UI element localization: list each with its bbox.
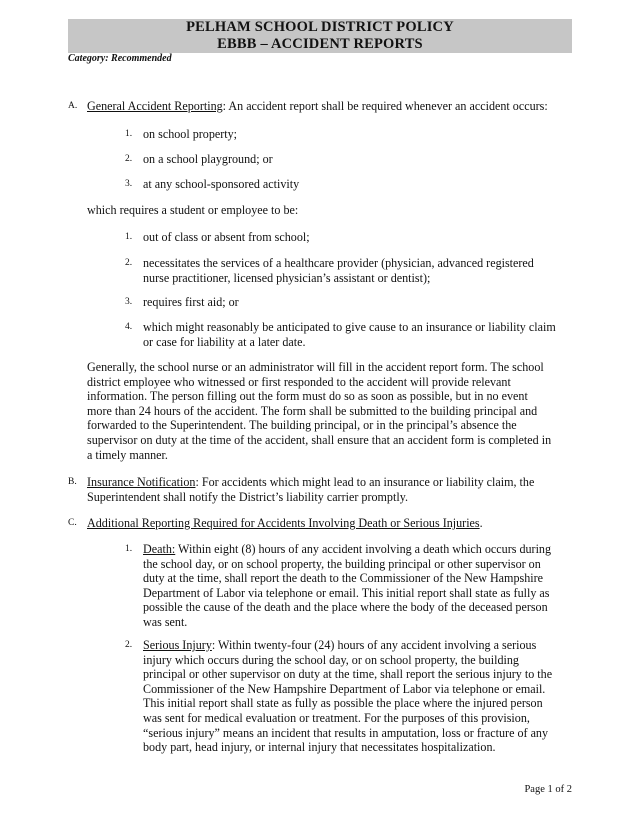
location-2-num: 2. [125,154,133,164]
section-b-heading: Insurance Notification [87,475,196,489]
policy-header [68,19,572,53]
injury-item-line: principal or other supervisor on duty at the time, shall report the serious injury to the [143,667,553,682]
injury-item-line: body part, head injury, or internal injury that necessitates hospitalization. [143,740,496,755]
condition-1-text: out of class or absent from school; [143,230,310,244]
condition-2-line: necessitates the services of a healthcare provider (physician, advanced registered [143,256,534,270]
condition-4-num: 4. [125,322,133,332]
section-c-heading: Additional Reporting Required for Accidents Involving Death or Serious Injuries [87,516,480,530]
death-item-line [143,542,551,557]
paragraph-line: forwarded to the Superintendent. The building principal, or in the principal’s absence the [87,418,517,433]
death-item-line: Department of Labor via telephone or email. This initial report shall state as fully as [143,585,550,600]
paragraph-line: information. The person filling out the form must do so as soon as possible, but in no event [87,389,528,404]
condition-4-line: which might reasonably be anticipated to give cause to an insurance or liability claim [143,320,556,334]
section-b-line: Superintendent shall notify the District’s liability carrier promptly. [87,489,408,504]
page-number: Page 1 of 2 [524,784,572,795]
location-3-text: at any school-sponsored activity [143,177,300,191]
paragraph-line: more than 24 hours of the accident. The form shall be submitted to the building principal and [87,403,538,418]
condition-4-line: or case for liability at a later date. [143,334,306,349]
condition-2-num: 2. [125,258,133,268]
location-1-num: 1. [125,129,133,139]
policy-code-title: EBBB – ACCIDENT REPORTS [217,36,423,52]
section-b-letter: B. [68,477,77,487]
policy-title: PELHAM SCHOOL DISTRICT POLICY [186,19,454,35]
death-item-text [143,542,551,630]
paragraph-line: district employee who witnessed or first responded to the accident will provide relevant [87,374,511,389]
requires-line: which requires a student or employee to be: [87,203,299,217]
category-label: Category: Recommended [68,53,172,64]
injury-item-line: was sent for medical evaluation or treatment. For the purposes of this provision, [143,710,530,725]
injury-item-num: 2. [125,640,133,650]
section-c-heading-end: . [479,516,483,530]
death-term: Death: [143,542,176,556]
section-a-heading: General Accident Reporting [87,99,223,113]
section-a-intro [87,99,548,114]
injury-item-text [143,638,552,755]
paragraph-line: supervisor on duty at the time of the accident, shall ensure that an accident form is completed in [87,432,552,447]
condition-1-num: 1. [125,232,133,242]
section-a-intro-text: : An accident report shall be required whenever an accident occurs: [222,99,548,113]
death-first-rest: Within eight (8) hours of any accident involving a death which occurs during [175,542,552,556]
location-2-text: on a school playground; or [143,152,273,166]
injury-item-line: injury which occurs during the school day, or on school property, the building [143,652,519,667]
death-item-line: the school day, or on school property, the building principal or other supervisor on [143,556,541,571]
condition-2-text [143,256,534,285]
death-item-line: was sent. [143,614,188,629]
section-a-paragraph [87,360,551,462]
injury-item-line: “serious injury” means an incident that results in amputation, loss or fracture of any [143,725,549,740]
injury-first-rest: : Within twenty-four (24) hours of any accident involving a serious [211,638,537,652]
condition-3-num: 3. [125,297,133,307]
death-item-line: possible the cause of the death and the place where the body of the deceased person [143,600,548,615]
injury-term: Serious Injury [143,638,212,652]
section-c-heading-line [87,516,483,531]
section-c-letter: C. [68,518,77,528]
section-b-line1-rest: : For accidents which might lead to an insurance or liability claim, the [195,475,535,489]
location-1-text: on school property; [143,127,238,141]
section-b-text [87,475,534,504]
paragraph-line: Generally, the school nurse or an administrator will fill in the accident report form. The school [87,360,544,374]
condition-3-text: requires first aid; or [143,295,239,309]
paragraph-line: a timely manner. [87,447,168,462]
injury-item-line [143,638,552,653]
condition-2-line: nurse practitioner, licensed physician’s assistant or dentist); [143,270,431,285]
death-item-line: duty at the time, shall report the death to the Commissioner of the New Hampshire [143,571,544,586]
section-b-line [87,475,534,490]
injury-item-line: This initial report shall state as fully as possible the place where the injured person [143,696,543,711]
condition-4-text [143,320,556,349]
injury-item-line: Commissioner of the New Hampshire Department of Labor via telephone or email. [143,681,546,696]
location-3-num: 3. [125,179,133,189]
death-item-num: 1. [125,544,133,554]
section-a-letter: A. [68,101,78,111]
